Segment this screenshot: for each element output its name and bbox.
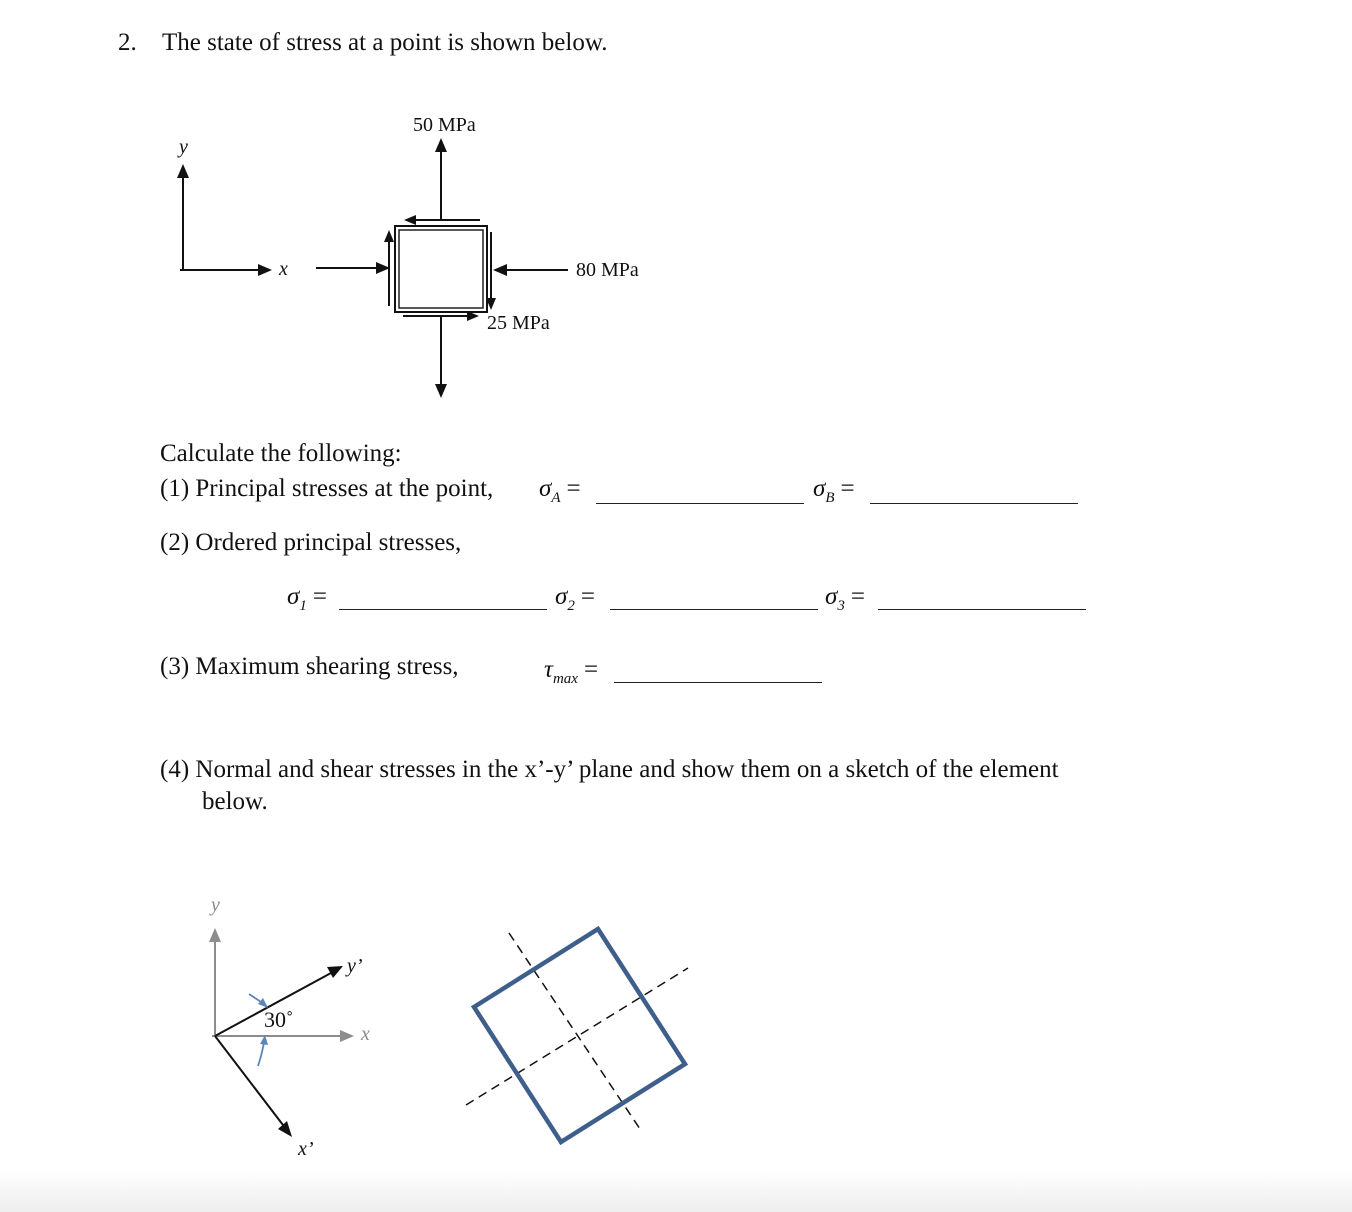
angle-label: 30˚ [264,1007,294,1032]
sigma-3-symbol: $\sigma_3$ = [825,583,865,614]
rotated-axis-label-x: x [361,1023,370,1045]
tau-xy-label: 25 MPa [487,312,550,334]
sigma-1-symbol: $\sigma_1$ = [287,583,327,614]
question-1-text: (1) Principal stresses at the point, [160,475,494,502]
axis-label-x: x [279,258,288,280]
problem-statement: The state of stress at a point is shown below. [162,29,608,56]
sigma-x-label: 80 MPa [576,259,639,281]
viewer-bottom-bar [0,1170,1352,1212]
y-prime-label: y’ [347,955,363,977]
x-prime-label: x’ [298,1138,314,1160]
question-2-text: (2) Ordered principal stresses, [160,529,462,556]
problem-number: 2. [118,29,137,56]
calculate-intro: Calculate the following: [160,440,402,467]
question-3-text: (3) Maximum shearing stress, [160,653,459,680]
sigma-b-symbol: $\sigma_B$ = [813,475,855,506]
dashed-reference-lines [466,933,688,1132]
question-4-line-2: below. [202,788,268,815]
axis-label-y: y [179,136,188,158]
sigma-y-label: 50 MPa [413,114,476,136]
rotated-prime-axes [215,966,343,1137]
sigma-a-symbol: $\sigma_A$ = [539,475,581,506]
tau-max-symbol: $\tau_{max}$ = [544,656,599,687]
rotated-axis-label-y: y [211,894,220,916]
rotated-stress-element [474,929,685,1142]
question-4-line-1: (4) Normal and shear stresses in the x’-y’ plane and show them on a sketch of the element [160,756,1059,783]
sigma-2-symbol: $\sigma_2$ = [555,583,595,614]
